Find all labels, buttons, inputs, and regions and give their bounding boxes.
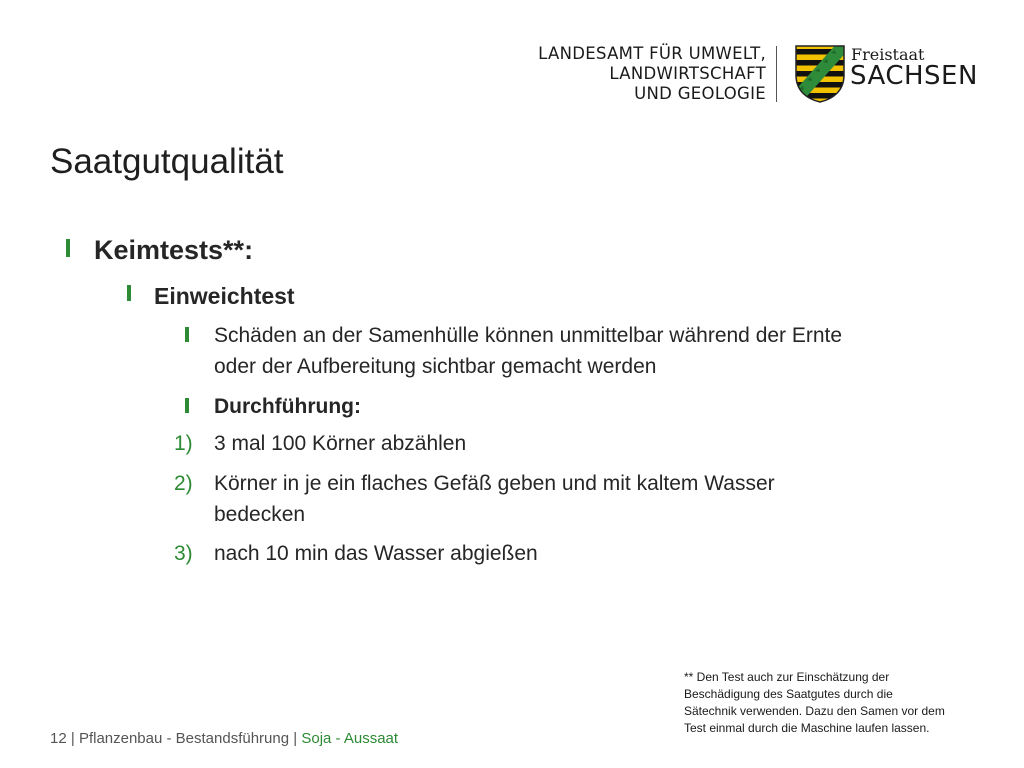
bullet-schaeden-line-2: oder der Aufbereitung sichtbar gemacht werden — [214, 355, 657, 378]
slide-title: Saatgutqualität — [50, 142, 284, 181]
footnote-line-1: ** Den Test auch zur Einschätzung der — [684, 670, 890, 684]
bullet-durchfuehrung: Durchführung: — [214, 395, 361, 418]
agency-line-2: LANDWIRTSCHAFT — [609, 64, 766, 83]
state-label-small: Freistaat — [851, 45, 925, 64]
footnote-line-2: Beschädigung des Saatgutes durch die — [684, 687, 893, 701]
step-2-line-2: bedecken — [214, 503, 306, 526]
step-number-1: 1) — [174, 432, 193, 455]
agency-line-1: LANDESAMT FÜR UMWELT, — [538, 44, 766, 63]
step-number-2: 2) — [174, 472, 193, 495]
bullet-schaeden-line-1: Schäden an der Samenhülle können unmittelbar während der Ernte — [214, 324, 843, 347]
logo-divider — [776, 46, 777, 102]
bullet-keimtests: Keimtests**: — [94, 235, 254, 265]
footer-section: Pflanzenbau - Bestandsführung — [78, 730, 290, 747]
footer-separator: | — [293, 730, 298, 747]
step-2-line-1: Körner in je ein flaches Gefäß geben und mit kaltem Wasser — [214, 472, 775, 495]
page-number: 12 — [50, 730, 67, 747]
footnote — [684, 669, 945, 737]
bullet-marker-level3 — [185, 327, 189, 342]
step-number-3: 3) — [174, 542, 193, 565]
step-3-line-1: nach 10 min das Wasser abgießen — [214, 542, 538, 565]
footer-separator: | — [70, 730, 75, 747]
state-label-big: SACHSEN — [850, 61, 978, 91]
agency-line-3: UND GEOLOGIE — [634, 84, 766, 103]
agency-name — [538, 44, 766, 104]
bullet-marker-level2 — [127, 285, 131, 301]
bullet-marker-level1 — [66, 239, 70, 257]
footnote-line-3: Sätechnik verwenden. Dazu den Samen vor dem — [684, 704, 945, 718]
footer-topic: Soja - Aussaat — [301, 730, 399, 747]
footnote-line-4: Test einmal durch die Maschine laufen lassen. — [684, 721, 930, 735]
bullet-einweichtest: Einweichtest — [154, 283, 295, 309]
saxony-coat-of-arms-icon — [795, 45, 845, 103]
step-1-line-1: 3 mal 100 Körner abzählen — [214, 432, 467, 455]
bullet-marker-level3 — [185, 398, 189, 413]
footer — [50, 729, 398, 749]
